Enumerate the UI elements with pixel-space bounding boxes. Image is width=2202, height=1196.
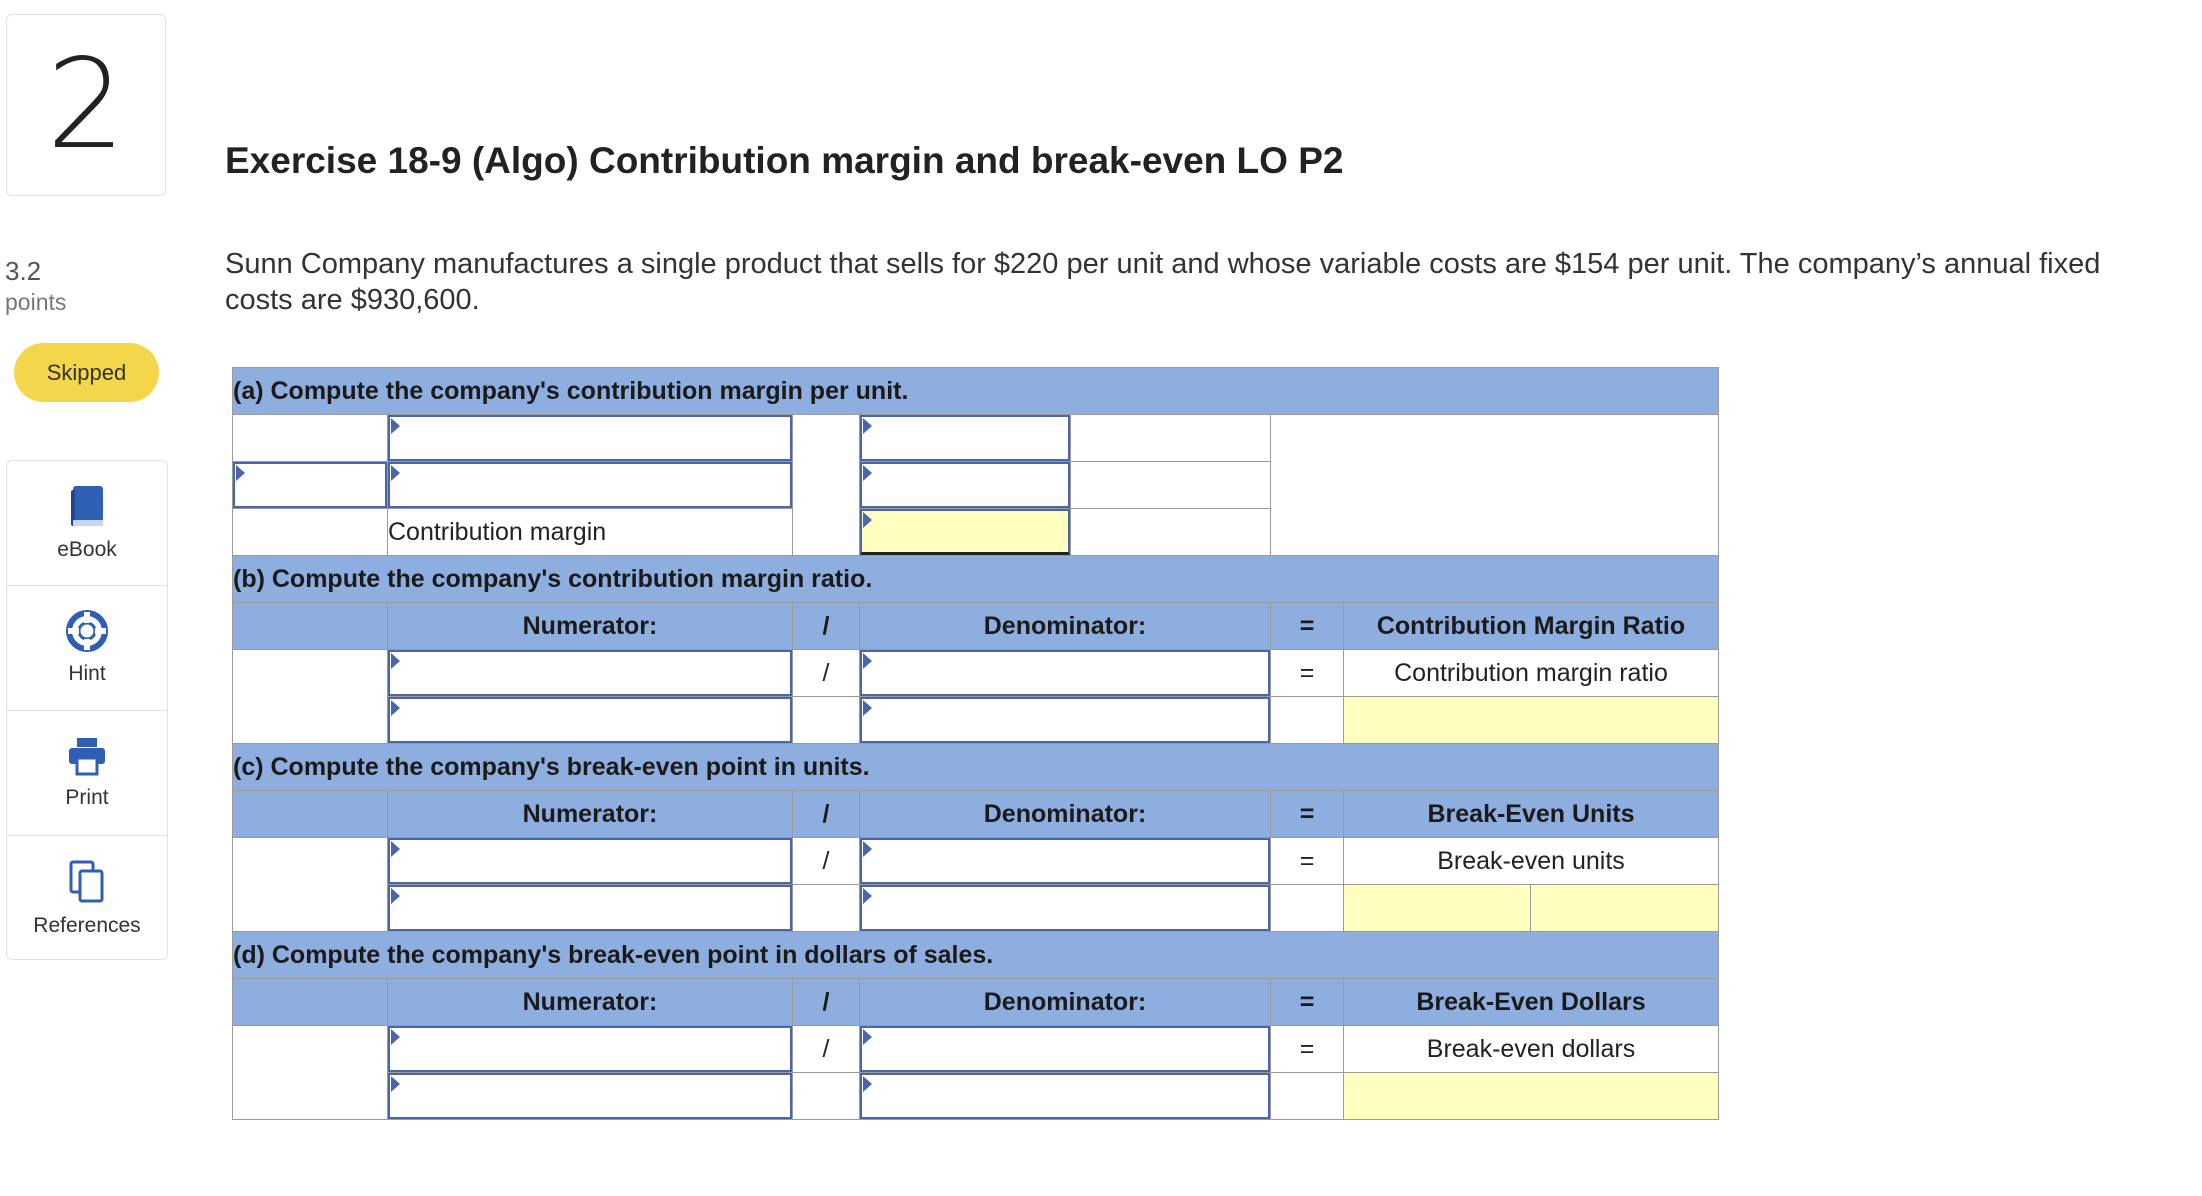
skipped-badge: Skipped (14, 343, 159, 402)
part-d-equals-sign: = (1271, 1026, 1344, 1073)
part-c-numerator-header: Numerator: (388, 791, 793, 838)
part-c-heading: (c) Compute the company's break-even point in units. (233, 744, 1719, 791)
part-a-empty-cell (233, 415, 388, 462)
part-c-equals-header: = (1271, 791, 1344, 838)
dropdown-marker-icon (863, 1076, 872, 1092)
part-b-equals-header: = (1271, 603, 1344, 650)
part-c-divide-header: / (793, 791, 860, 838)
dropdown-marker-icon (391, 888, 400, 904)
part-b-row-blank (233, 650, 388, 744)
dropdown-marker-icon (391, 653, 400, 669)
part-c-divide-sign: / (793, 838, 860, 885)
part-b-divide-blank (793, 697, 860, 744)
dropdown-marker-icon (236, 465, 245, 481)
exercise-title: Exercise 18-9 (Algo) Contribution margin and break-even LO P2 (225, 140, 1344, 181)
question-points (5, 255, 66, 316)
part-d-divide-header: / (793, 979, 860, 1026)
contribution-margin-answer[interactable] (860, 509, 1071, 556)
part-d-numerator-label-input[interactable] (388, 1026, 793, 1073)
part-b-heading: (b) Compute the company's contribution margin ratio. (233, 556, 1719, 603)
break-even-units-answer-right[interactable] (1531, 885, 1718, 931)
part-c-row-blank (233, 838, 388, 932)
part-c-result-header: Break-Even Units (1344, 791, 1719, 838)
dropdown-marker-icon (391, 465, 400, 481)
references-button[interactable] (7, 836, 167, 961)
part-d-header-blank (233, 979, 388, 1026)
part-a-empty-cell (233, 509, 388, 556)
part-a-extra-cell (1071, 509, 1271, 556)
dropdown-marker-icon (863, 841, 872, 857)
part-a-blank-area (1271, 415, 1719, 556)
part-b-result-header: Contribution Margin Ratio (1344, 603, 1719, 650)
dropdown-marker-icon (863, 465, 872, 481)
dropdown-marker-icon (391, 1029, 400, 1045)
part-b-numerator-header: Numerator: (388, 603, 793, 650)
dropdown-marker-icon (391, 841, 400, 857)
print-button[interactable] (7, 711, 167, 836)
part-c-numerator-amount-input[interactable] (388, 885, 793, 932)
hint-label: Hint (68, 662, 106, 685)
part-a-amount-input-2[interactable] (860, 462, 1071, 509)
ebook-button[interactable] (7, 461, 167, 586)
part-c-denominator-label-input[interactable] (860, 838, 1271, 885)
part-b-equals-sign: = (1271, 650, 1344, 697)
part-a-amount-input-1[interactable] (860, 415, 1071, 462)
hint-button[interactable] (7, 586, 167, 711)
part-c-equals-blank (1271, 885, 1344, 932)
part-c-denominator-amount-input[interactable] (860, 885, 1271, 932)
part-d-divide-blank (793, 1073, 860, 1120)
part-b-result-label: Contribution margin ratio (1344, 650, 1719, 697)
part-d-result-label: Break-even dollars (1344, 1026, 1719, 1073)
dropdown-marker-icon (863, 1029, 872, 1045)
worksheet-table (232, 367, 1719, 1120)
question-number: 2 (6, 14, 166, 196)
part-a-label-input-2[interactable] (388, 462, 793, 509)
dropdown-marker-icon (391, 700, 400, 716)
part-b-denominator-label-input[interactable] (860, 650, 1271, 697)
part-a-sign-input[interactable] (233, 462, 388, 509)
contribution-margin-ratio-answer[interactable] (1344, 697, 1719, 744)
part-c-divide-blank (793, 885, 860, 932)
break-even-units-answer-left[interactable] (1344, 885, 1531, 931)
part-a-heading: (a) Compute the company's contribution margin per unit. (233, 368, 1719, 415)
part-b-denominator-header: Denominator: (860, 603, 1271, 650)
dropdown-marker-icon (863, 418, 872, 434)
part-b-denominator-amount-input[interactable] (860, 697, 1271, 744)
points-value: 3.2 (5, 256, 42, 286)
part-a-label-input-1[interactable] (388, 415, 793, 462)
part-b-divide-header: / (793, 603, 860, 650)
problem-text: Sunn Company manufactures a single product that sells for $220 per unit and whose variable costs are $154 per unit. The company’s annual fixed costs are $930,600. (225, 248, 2101, 316)
contribution-margin-label: Contribution margin (388, 509, 793, 556)
part-c-header-blank (233, 791, 388, 838)
lifebuoy-icon (66, 610, 108, 652)
book-icon (67, 484, 107, 528)
part-b-equals-blank (1271, 697, 1344, 744)
dropdown-marker-icon (391, 418, 400, 434)
part-b-header-blank (233, 603, 388, 650)
part-b-numerator-label-input[interactable] (388, 650, 793, 697)
copy-pages-icon (67, 860, 107, 904)
part-c-equals-sign: = (1271, 838, 1344, 885)
references-label: References (33, 913, 141, 937)
part-b-numerator-amount-input[interactable] (388, 697, 793, 744)
part-d-heading: (d) Compute the company's break-even point in dollars of sales. (233, 932, 1719, 979)
part-a-spacer (793, 415, 860, 556)
part-d-numerator-amount-input[interactable] (388, 1073, 793, 1120)
print-label: Print (65, 786, 109, 809)
part-c-numerator-label-input[interactable] (388, 838, 793, 885)
dropdown-marker-icon (863, 653, 872, 669)
points-unit: points (5, 288, 67, 315)
printer-icon (66, 736, 108, 776)
part-a-extra-cell (1071, 415, 1271, 462)
part-d-equals-header: = (1271, 979, 1344, 1026)
break-even-dollars-answer[interactable] (1344, 1073, 1719, 1120)
part-b-divide-sign: / (793, 650, 860, 697)
part-d-denominator-label-input[interactable] (860, 1026, 1271, 1073)
break-even-units-answer[interactable] (1344, 885, 1719, 932)
part-d-equals-blank (1271, 1073, 1344, 1120)
part-d-denominator-amount-input[interactable] (860, 1073, 1271, 1120)
part-c-denominator-header: Denominator: (860, 791, 1271, 838)
part-d-row-blank (233, 1026, 388, 1120)
part-c-result-label: Break-even units (1344, 838, 1719, 885)
part-d-divide-sign: / (793, 1026, 860, 1073)
ebook-label: eBook (57, 538, 117, 561)
dropdown-marker-icon (391, 1076, 400, 1092)
dropdown-marker-icon (863, 700, 872, 716)
tools-panel (6, 460, 168, 960)
part-a-extra-cell (1071, 462, 1271, 509)
dropdown-marker-icon (863, 888, 872, 904)
dropdown-marker-icon (863, 512, 872, 528)
part-d-result-header: Break-Even Dollars (1344, 979, 1719, 1026)
part-d-numerator-header: Numerator: (388, 979, 793, 1026)
part-d-denominator-header: Denominator: (860, 979, 1271, 1026)
